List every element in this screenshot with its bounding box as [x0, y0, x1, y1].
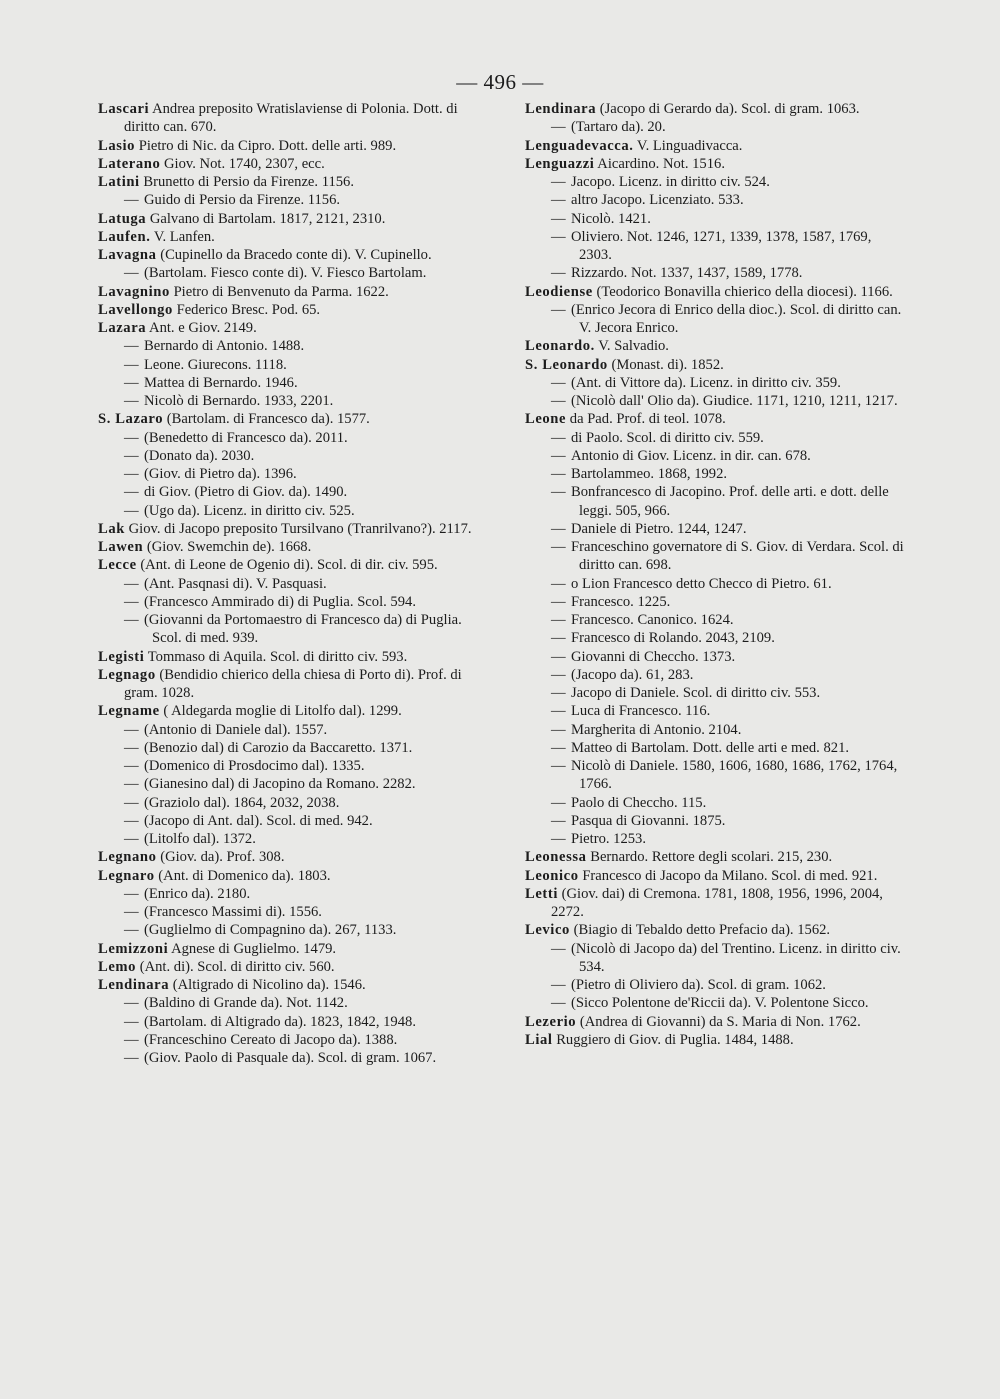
subentry-dash: —	[124, 794, 139, 811]
entry-headword: Leonessa	[525, 849, 587, 866]
index-subentry	[98, 502, 478, 520]
entry-text: (Francesco Ammirado di) di Puglia. Scol. 594.	[144, 593, 416, 610]
entry-headword: Lecce	[98, 557, 137, 574]
entry-text: (Ugo da). Licenz. in diritto civ. 525.	[144, 502, 355, 519]
entry-headword: Lavagnino	[98, 283, 170, 300]
subentry-dash: —	[124, 356, 139, 373]
entry-headword: Letti	[525, 885, 558, 902]
entry-headword: Legnaro	[98, 867, 155, 884]
subentry-dash: —	[124, 265, 139, 282]
index-subentry	[525, 794, 905, 812]
subentry-dash: —	[124, 466, 139, 482]
subentry-dash: —	[551, 484, 566, 501]
entry-headword: Legnano	[98, 849, 157, 866]
subentry-dash: —	[124, 812, 139, 829]
entry-text: Luca di Francesco. 116.	[571, 703, 711, 720]
subentry-dash: —	[551, 977, 566, 993]
entry-headword: Lendinara	[525, 101, 597, 117]
entry-text: (Ant. di). Scol. di diritto civ. 560.	[139, 958, 335, 975]
index-entry	[98, 538, 478, 556]
index-subentry	[98, 794, 478, 812]
subentry-dash: —	[551, 374, 566, 391]
entry-headword: Lial	[525, 1031, 553, 1048]
subentry-dash: —	[551, 466, 566, 482]
index-subentry	[525, 976, 905, 994]
entry-text: (Monast. di). 1852.	[611, 356, 724, 373]
index-entry	[98, 648, 478, 666]
index-subentry	[98, 374, 478, 392]
entry-headword: Leone	[525, 411, 567, 428]
subentry-dash: —	[551, 575, 566, 592]
entry-headword: Lenguazzi	[525, 155, 595, 172]
index-entry	[525, 921, 905, 939]
entry-text: (Ant. Pasqnasi di). V. Pasquasi.	[144, 575, 327, 592]
index-entry	[98, 666, 478, 703]
index-subentry	[98, 812, 478, 830]
index-subentry	[98, 392, 478, 410]
entry-text: (Biagio di Tebaldo detto Prefacio da). 1562.	[573, 922, 831, 939]
entry-text: Bernardo. Rettore degli scolari. 215, 230.	[590, 849, 833, 866]
entry-headword: Latuga	[98, 210, 147, 227]
index-subentry	[98, 903, 478, 921]
entry-text: altro Jacopo. Licenziato. 533.	[571, 192, 744, 209]
index-subentry	[98, 611, 478, 648]
index-subentry	[525, 575, 905, 593]
entry-text: ( Aldegarda moglie di Litolfo dal). 1299.	[163, 703, 402, 720]
index-entry	[98, 848, 478, 866]
index-entry	[98, 867, 478, 885]
subentry-dash: —	[124, 502, 139, 519]
entry-text: Tommaso di Aquila. Scol. di diritto civ. 593.	[147, 648, 408, 665]
index-entry	[98, 210, 478, 228]
entry-text: o Lion Francesco detto Checco di Pietro. 61.	[571, 575, 832, 592]
right-column	[525, 100, 905, 1049]
index-subentry	[98, 775, 478, 793]
subentry-dash: —	[551, 520, 566, 537]
index-subentry	[98, 721, 478, 739]
entry-text: (Giov. Paolo di Pasquale da). Scol. di gram. 1067.	[144, 1050, 437, 1066]
index-entry	[98, 246, 478, 264]
entry-text: Francesco. 1225.	[571, 593, 671, 610]
index-subentry	[525, 593, 905, 611]
index-subentry	[98, 356, 478, 374]
entry-text: (Enrico Jecora di Enrico della dioc.). Scol. di diritto can. V. Jecora Enrico.	[571, 301, 902, 336]
entry-headword: Lascari	[98, 101, 150, 117]
index-subentry	[525, 666, 905, 684]
entry-text: (Jacopo da). 61, 283.	[571, 666, 694, 683]
entry-headword: Lasio	[98, 137, 136, 154]
index-subentry	[98, 921, 478, 939]
entry-text: (Sicco Polentone de'Riccii da). V. Polentone Sicco.	[571, 995, 869, 1012]
index-subentry	[98, 830, 478, 848]
index-subentry	[98, 337, 478, 355]
subentry-dash: —	[551, 995, 566, 1012]
entry-text: Pietro di Benvenuto da Parma. 1622.	[173, 283, 389, 300]
entry-headword: Laufen.	[98, 228, 151, 245]
entry-headword: Lavellongo	[98, 301, 173, 318]
subentry-dash: —	[124, 995, 139, 1012]
entry-text: Francesco. Canonico. 1624.	[571, 612, 734, 628]
index-entry	[525, 100, 905, 118]
index-subentry	[98, 447, 478, 465]
entry-text: Giovanni di Checcho. 1373.	[571, 648, 736, 665]
page-number: — 496 —	[456, 70, 544, 94]
entry-text: Bonfrancesco di Jacopino. Prof. delle arti. e dott. delle leggi. 505, 966.	[571, 484, 889, 519]
subentry-dash: —	[551, 119, 566, 136]
entry-headword: Lezerio	[525, 1013, 577, 1030]
entry-text: Margherita di Antonio. 2104.	[571, 721, 742, 738]
entry-text: (Ant. di Leone de Ogenio di). Scol. di dir. civ. 595.	[140, 557, 438, 574]
entry-headword: Lak	[98, 520, 125, 537]
entry-text: (Teodorico Bonavilla chierico della diocesi). 1166.	[596, 283, 893, 300]
subentry-dash: —	[551, 703, 566, 720]
index-subentry	[525, 118, 905, 136]
subentry-dash: —	[124, 922, 139, 939]
index-subentry	[525, 465, 905, 483]
entry-text: Paolo di Checcho. 115.	[571, 794, 707, 811]
entry-text: (Pietro di Oliviero da). Scol. di gram. 1062.	[571, 977, 826, 993]
entry-text: (Antonio di Daniele dal). 1557.	[144, 721, 328, 738]
subentry-dash: —	[551, 685, 566, 701]
entry-text: (Nicolò di Jacopo da) del Trentino. Licenz. in diritto civ. 534.	[571, 940, 901, 975]
entry-text: Antonio di Giov. Licenz. in dir. can. 678.	[571, 447, 811, 464]
entry-text: (Guglielmo di Compagnino da). 267, 1133.	[144, 922, 397, 939]
index-subentry	[98, 1031, 478, 1049]
subentry-dash: —	[124, 192, 139, 209]
entry-text: (Bartolam. Fiesco conte di). V. Fiesco Bartolam.	[144, 265, 427, 282]
subentry-dash: —	[551, 812, 566, 829]
index-entry	[98, 301, 478, 319]
subentry-dash: —	[551, 794, 566, 811]
entry-text: (Jacopo di Ant. dal). Scol. di med. 942.	[144, 812, 373, 829]
entry-text: di Paolo. Scol. di diritto civ. 559.	[571, 429, 764, 446]
subentry-dash: —	[124, 612, 139, 628]
entry-text: Pietro. 1253.	[571, 831, 646, 847]
subentry-dash: —	[551, 739, 566, 756]
index-entry	[98, 410, 478, 428]
index-subentry	[525, 940, 905, 977]
subentry-dash: —	[551, 301, 566, 318]
subentry-dash: —	[551, 447, 566, 464]
entry-text: Jacopo. Licenz. in diritto civ. 524.	[571, 174, 770, 190]
entry-headword: Legnago	[98, 666, 156, 683]
index-subentry	[98, 575, 478, 593]
subentry-dash: —	[124, 447, 139, 464]
entry-text: Federico Bresc. Pod. 65.	[176, 301, 321, 318]
subentry-dash: —	[124, 374, 139, 391]
entry-text: Aicardino. Not. 1516.	[597, 155, 725, 172]
index-entry	[98, 155, 478, 173]
entry-text: Agnese di Guglielmo. 1479.	[171, 940, 337, 957]
index-entry	[525, 410, 905, 428]
subentry-dash: —	[124, 776, 139, 793]
entry-text: (Graziolo dal). 1864, 2032, 2038.	[144, 794, 340, 811]
index-subentry	[525, 684, 905, 702]
entry-headword: S. Lazaro	[98, 411, 164, 428]
subentry-dash: —	[124, 575, 139, 592]
index-subentry	[525, 611, 905, 629]
index-subentry	[525, 301, 905, 338]
index-subentry	[525, 812, 905, 830]
entry-headword: Lawen	[98, 539, 144, 555]
left-column	[98, 100, 478, 1067]
entry-text: da Pad. Prof. di teol. 1078.	[569, 411, 726, 428]
subentry-dash: —	[551, 429, 566, 446]
subentry-dash: —	[124, 904, 139, 920]
index-subentry	[98, 1049, 478, 1067]
entry-text: (Ant. di Domenico da). 1803.	[158, 867, 331, 884]
entry-text: (Giovanni da Portomaestro di Francesco da) di Puglia. Scol. di med. 939.	[144, 612, 462, 647]
entry-text: Galvano di Bartolam. 1817, 2121, 2310.	[149, 210, 386, 227]
index-entry	[525, 283, 905, 301]
entry-text: (Gianesino dal) di Jacopino da Romano. 2282.	[144, 776, 416, 793]
entry-text: Daniele di Pietro. 1244, 1247.	[571, 520, 747, 537]
subentry-dash: —	[124, 758, 139, 774]
entry-text: Pietro di Nic. da Cipro. Dott. delle arti. 989.	[138, 137, 397, 154]
subentry-dash: —	[124, 739, 139, 756]
index-subentry	[525, 994, 905, 1012]
subentry-dash: —	[551, 192, 566, 209]
index-subentry	[525, 264, 905, 282]
index-entry	[98, 228, 478, 246]
entry-headword: Lazara	[98, 320, 147, 336]
index-subentry	[525, 191, 905, 209]
subentry-dash: —	[551, 630, 566, 647]
index-subentry	[98, 264, 478, 282]
entry-text: (Ant. di Vittore da). Licenz. in diritto civ. 359.	[571, 374, 841, 391]
entry-text: Giov. di Jacopo preposito Tursilvano (Tranrilvano?). 2117.	[128, 520, 472, 537]
entry-text: (Giov. di Pietro da). 1396.	[144, 466, 297, 482]
entry-text: Pasqua di Giovanni. 1875.	[571, 812, 726, 829]
subentry-dash: —	[551, 539, 566, 555]
index-entry	[525, 885, 905, 922]
entry-text: (Cupinello da Bracedo conte di). V. Cupinello.	[160, 247, 432, 263]
entry-text: (Franceschino Cereato di Jacopo da). 1388.	[144, 1031, 398, 1048]
subentry-dash: —	[551, 228, 566, 245]
index-entry	[525, 356, 905, 374]
entry-headword: Levico	[525, 922, 570, 939]
subentry-dash: —	[124, 1013, 139, 1030]
entry-headword: S. Leonardo	[525, 356, 608, 373]
entry-headword: Lendinara	[98, 977, 170, 993]
entry-text: di Giov. (Pietro di Giov. da). 1490.	[144, 484, 348, 501]
entry-text: (Bartolam. di Francesco da). 1577.	[166, 411, 370, 428]
entry-text: V. Lanfen.	[153, 228, 215, 245]
entry-headword: Lemo	[98, 958, 137, 975]
subentry-dash: —	[124, 429, 139, 446]
index-subentry	[525, 739, 905, 757]
index-subentry	[98, 1013, 478, 1031]
index-entry	[525, 1013, 905, 1031]
subentry-dash: —	[124, 484, 139, 501]
subentry-dash: —	[551, 940, 566, 957]
index-subentry	[98, 465, 478, 483]
subentry-dash: —	[551, 831, 566, 847]
entry-text: (Litolfo dal). 1372.	[144, 831, 256, 847]
index-subentry	[525, 392, 905, 410]
entry-headword: Laterano	[98, 155, 161, 172]
index-entry	[98, 702, 478, 720]
subentry-dash: —	[551, 210, 566, 227]
entry-text: Nicolò di Daniele. 1580, 1606, 1680, 1686, 1762, 1764, 1766.	[571, 758, 898, 793]
entry-text: (Benedetto di Francesco da). 2011.	[144, 429, 348, 446]
entry-text: Jacopo di Daniele. Scol. di diritto civ. 553.	[571, 685, 821, 701]
index-entry	[98, 556, 478, 574]
index-subentry	[525, 429, 905, 447]
index-subentry	[525, 374, 905, 392]
entry-text: Rizzardo. Not. 1337, 1437, 1589, 1778.	[571, 265, 803, 282]
index-entry	[98, 319, 478, 337]
entry-text: Bernardo di Antonio. 1488.	[144, 338, 305, 355]
subentry-dash: —	[551, 666, 566, 683]
index-subentry	[525, 830, 905, 848]
index-entry	[525, 337, 905, 355]
entry-text: (Tartaro da). 20.	[571, 119, 666, 136]
entry-text: Nicolò di Bernardo. 1933, 2201.	[144, 393, 334, 409]
entry-text: (Bartolam. di Altigrado da). 1823, 1842, 1948.	[144, 1013, 416, 1030]
subentry-dash: —	[124, 721, 139, 738]
entry-text: (Giov. dai) di Cremona. 1781, 1808, 1956, 1996, 2004, 2272.	[551, 885, 883, 920]
index-subentry	[98, 429, 478, 447]
index-entry	[525, 867, 905, 885]
index-subentry	[525, 483, 905, 520]
index-entry	[98, 173, 478, 191]
entry-text: V. Linguadivacca.	[636, 137, 743, 154]
entry-text: (Nicolò dall' Olio da). Giudice. 1171, 1210, 1211, 1217.	[571, 393, 898, 409]
entry-text: Andrea preposito Wratislaviense di Polonia. Dott. di diritto can. 670.	[124, 101, 458, 136]
index-subentry	[525, 173, 905, 191]
entry-headword: Lemizzoni	[98, 940, 169, 957]
index-entry	[98, 976, 478, 994]
entry-headword: Legisti	[98, 648, 145, 665]
entry-text: (Baldino di Grande da). Not. 1142.	[144, 995, 348, 1012]
entry-headword: Lavagna	[98, 247, 157, 263]
index-entry	[98, 100, 478, 137]
index-entry	[98, 137, 478, 155]
index-entry	[98, 958, 478, 976]
entry-text: (Donato da). 2030.	[144, 447, 255, 464]
subentry-dash: —	[124, 393, 139, 409]
index-subentry	[525, 629, 905, 647]
index-subentry	[98, 885, 478, 903]
entry-text: Matteo di Bartolam. Dott. delle arti e med. 821.	[571, 739, 850, 756]
entry-text: Bartolammeo. 1868, 1992.	[571, 466, 728, 482]
index-subentry	[98, 739, 478, 757]
index-entry	[525, 155, 905, 173]
subentry-dash: —	[551, 721, 566, 738]
index-entry	[525, 1031, 905, 1049]
entry-text: Brunetto di Persio da Firenze. 1156.	[143, 174, 355, 190]
entry-text: Francesco di Jacopo da Milano. Scol. di med. 921.	[582, 867, 878, 884]
subentry-dash: —	[551, 758, 566, 774]
index-subentry	[98, 757, 478, 775]
entry-text: Franceschino governatore di S. Giov. di Verdara. Scol. di diritto can. 698.	[571, 539, 904, 574]
index-subentry	[525, 447, 905, 465]
index-entry	[525, 137, 905, 155]
index-entry	[98, 520, 478, 538]
index-subentry	[525, 702, 905, 720]
index-subentry	[98, 191, 478, 209]
subentry-dash: —	[551, 612, 566, 628]
entry-text: Guido di Persio da Firenze. 1156.	[144, 192, 341, 209]
subentry-dash: —	[124, 338, 139, 355]
entry-headword: Leonico	[525, 867, 579, 884]
entry-text: V. Salvadio.	[598, 338, 669, 355]
entry-text: Francesco di Rolando. 2043, 2109.	[571, 630, 775, 647]
entry-text: (Altigrado di Nicolino da). 1546.	[172, 977, 366, 993]
index-subentry	[98, 994, 478, 1012]
entry-headword: Leodiense	[525, 283, 593, 300]
entry-text: (Enrico da). 2180.	[144, 885, 251, 902]
entry-headword: Legname	[98, 703, 160, 720]
entry-text: (Francesco Massimi di). 1556.	[144, 904, 322, 920]
subentry-dash: —	[124, 593, 139, 610]
entry-text: (Domenico di Prosdocimo dal). 1335.	[144, 758, 365, 774]
subentry-dash: —	[551, 174, 566, 190]
entry-text: Mattea di Bernardo. 1946.	[144, 374, 298, 391]
index-entry	[525, 848, 905, 866]
subentry-dash: —	[124, 1050, 139, 1066]
index-subentry	[98, 593, 478, 611]
index-subentry	[525, 721, 905, 739]
index-entry	[98, 940, 478, 958]
index-subentry	[525, 228, 905, 265]
entry-headword: Lenguadevacca.	[525, 137, 634, 154]
subentry-dash: —	[551, 265, 566, 282]
entry-text: Oliviero. Not. 1246, 1271, 1339, 1378, 1587, 1769, 2303.	[571, 228, 872, 263]
index-subentry	[525, 648, 905, 666]
index-entry	[98, 283, 478, 301]
entry-text: (Benozio dal) di Carozio da Baccaretto. 1371.	[144, 739, 413, 756]
entry-text: (Andrea di Giovanni) da S. Maria di Non. 1762.	[579, 1013, 861, 1030]
subentry-dash: —	[551, 648, 566, 665]
entry-text: Ruggiero di Giov. di Puglia. 1484, 1488.	[556, 1031, 794, 1048]
entry-text: Giov. Not. 1740, 2307, ecc.	[164, 155, 325, 172]
subentry-dash: —	[551, 593, 566, 610]
subentry-dash: —	[124, 885, 139, 902]
index-subentry	[525, 520, 905, 538]
entry-text: (Bendidio chierico della chiesa di Porto di). Prof. di gram. 1028.	[124, 666, 462, 701]
entry-text: (Giov. da). Prof. 308.	[160, 849, 285, 866]
index-subentry	[525, 757, 905, 794]
entry-text: (Jacopo di Gerardo da). Scol. di gram. 1063.	[599, 101, 860, 117]
entry-headword: Leonardo.	[525, 338, 595, 355]
index-subentry	[525, 210, 905, 228]
subentry-dash: —	[124, 831, 139, 847]
entry-text: Ant. e Giov. 2149.	[149, 320, 257, 336]
subentry-dash: —	[124, 1031, 139, 1048]
entry-text: Leone. Giurecons. 1118.	[144, 356, 287, 373]
entry-text: (Giov. Swemchin de). 1668.	[146, 539, 312, 555]
index-subentry	[98, 483, 478, 501]
entry-headword: Latini	[98, 174, 140, 190]
subentry-dash: —	[551, 393, 566, 409]
index-subentry	[525, 538, 905, 575]
entry-text: Nicolò. 1421.	[571, 210, 651, 227]
